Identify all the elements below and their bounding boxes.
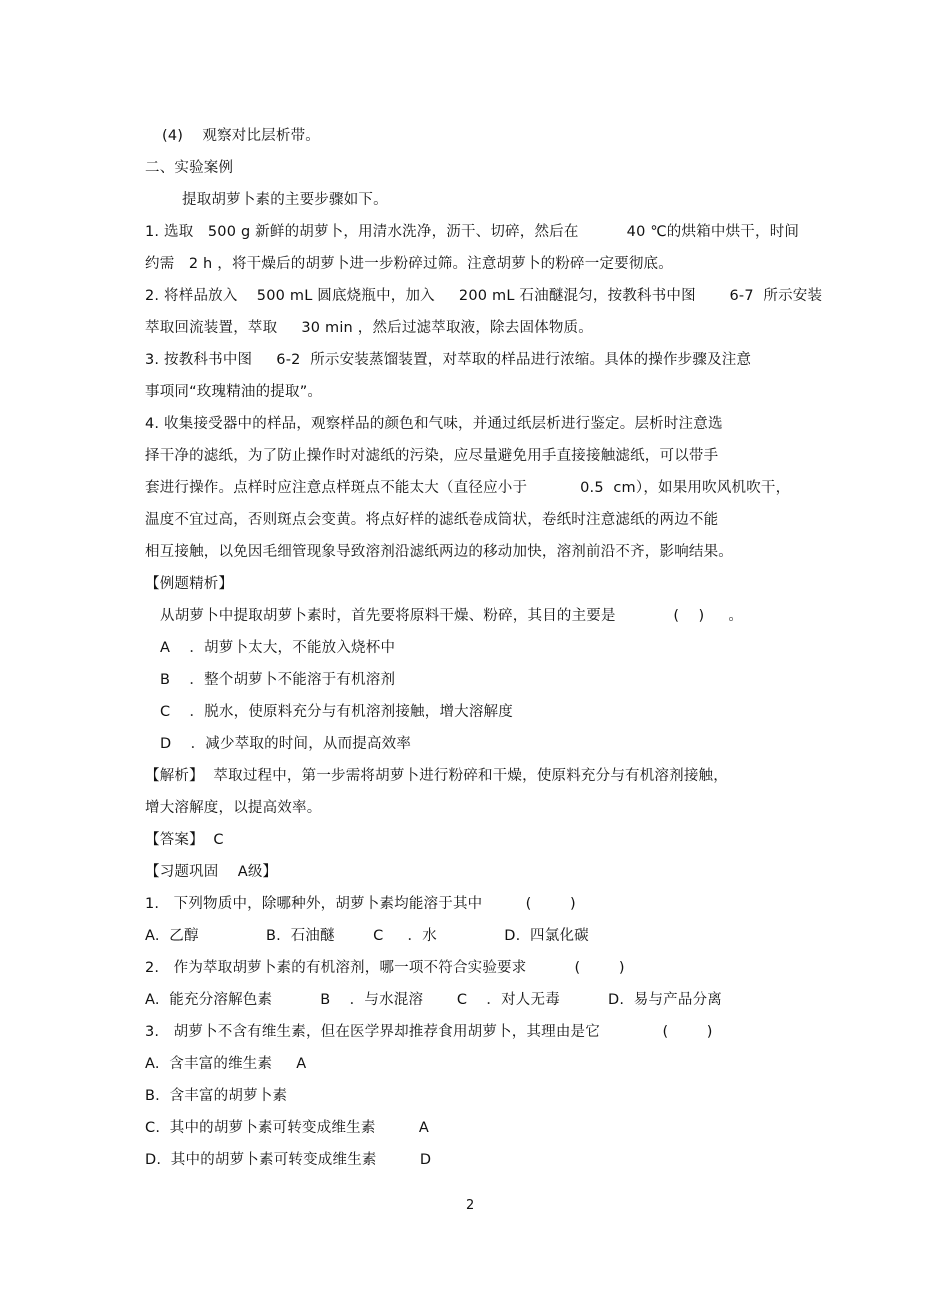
step-1-cont: 约需 2 h ，将干燥后的胡萝卜进一步粉碎过筛。注意胡萝卜的粉碎一定要彻底。 — [145, 256, 673, 272]
page-number: 2 — [466, 1198, 475, 1213]
step-4-cont-3: 温度不宜过高，否则斑点会变黄。将点好样的滤纸卷成筒状，卷纸时注意滤纸的两边不能 — [145, 512, 719, 528]
text-line-1: (4) 观察对比层析带。 — [162, 128, 320, 144]
section-heading: 二、实验案例 — [145, 160, 234, 176]
step-4: 4. 收集接受器中的样品，观察样品的颜色和气味，并通过纸层析进行鉴定。层析时注意选 — [145, 416, 723, 432]
question-3-option-b: B. 含丰富的胡萝卜素 — [145, 1088, 288, 1104]
example-option-a: A ．胡萝卜太大，不能放入烧杯中 — [160, 640, 396, 656]
analysis: 【解析】 萃取过程中，第一步需将胡萝卜进行粉碎和干燥，使原料充分与有机溶剂接触， — [145, 768, 728, 784]
analysis-cont: 增大溶解度，以提高效率。 — [145, 800, 322, 816]
step-4-cont-4: 相互接触，以免因毛细管现象导致溶剂沿滤纸两边的移动加快，溶剂前沿不齐，影响结果。 — [145, 544, 733, 560]
example-option-c: C ．脱水，使原料充分与有机溶剂接触，增大溶解度 — [160, 704, 513, 720]
step-2: 2. 将样品放入 500 mL 圆底烧瓶中，加入 200 mL 石油醚混匀，按教科书中图 6-7 所示安装 — [145, 288, 823, 304]
question-2-options: A. 能充分溶解色素 B ．与水混溶 C ．对人无毒 D. 易与产品分离 — [145, 992, 722, 1008]
example-question: 从胡萝卜中提取胡萝卜素时，首先要将原料干燥、粉碎，其目的主要是 ( ) 。 — [160, 608, 744, 624]
example-option-b: B ．整个胡萝卜不能溶于有机溶剂 — [160, 672, 396, 688]
example-heading: 【例题精析】 — [145, 576, 234, 592]
question-2: 2. 作为萃取胡萝卜素的有机溶剂，哪一项不符合实验要求 ( ) — [145, 960, 625, 976]
step-1: 1. 选取 500 g 新鲜的胡萝卜，用清水洗净，沥干、切碎，然后在 40 ℃的烘箱中烘干，时间 — [145, 224, 800, 240]
question-3-option-c: C. 其中的胡萝卜素可转变成维生素 A — [145, 1120, 429, 1136]
exercise-heading: 【习题巩固 A级】 — [145, 864, 278, 880]
question-1-options: A. 乙醇 B. 石油醚 C ．水 D. 四氯化碳 — [145, 928, 589, 944]
question-3-option-d: D. 其中的胡萝卜素可转变成维生素 D — [145, 1152, 432, 1168]
question-3: 3. 胡萝卜不含有维生素，但在医学界却推荐食用胡萝卜，其理由是它 ( ) — [145, 1024, 713, 1040]
question-1: 1. 下列物质中，除哪种外，胡萝卜素均能溶于其中 ( ) — [145, 896, 576, 912]
step-4-cont-1: 择干净的滤纸，为了防止操作时对滤纸的污染，应尽量避免用手直接接触滤纸，可以带手 — [145, 448, 719, 464]
step-2-cont: 萃取回流装置，萃取 30 min ，然后过滤萃取液，除去固体物质。 — [145, 320, 593, 336]
answer: 【答案】 C — [145, 832, 224, 848]
example-option-d: D ．减少萃取的时间，从而提高效率 — [160, 736, 412, 752]
step-3-cont: 事项同“玫瑰精油的提取”。 — [145, 384, 323, 400]
question-3-option-a: A. 含丰富的维生素 A — [145, 1056, 307, 1072]
step-3: 3. 按教科书中图 6-2 所示安装蒸馏装置，对萃取的样品进行浓缩。具体的操作步骤及注意 — [145, 352, 752, 368]
text-line-3: 提取胡萝卜素的主要步骤如下。 — [182, 192, 388, 208]
step-4-cont-2: 套进行操作。点样时应注意点样斑点不能太大（直径应小于 0.5 cm），如果用吹风机吹干， — [145, 480, 791, 496]
